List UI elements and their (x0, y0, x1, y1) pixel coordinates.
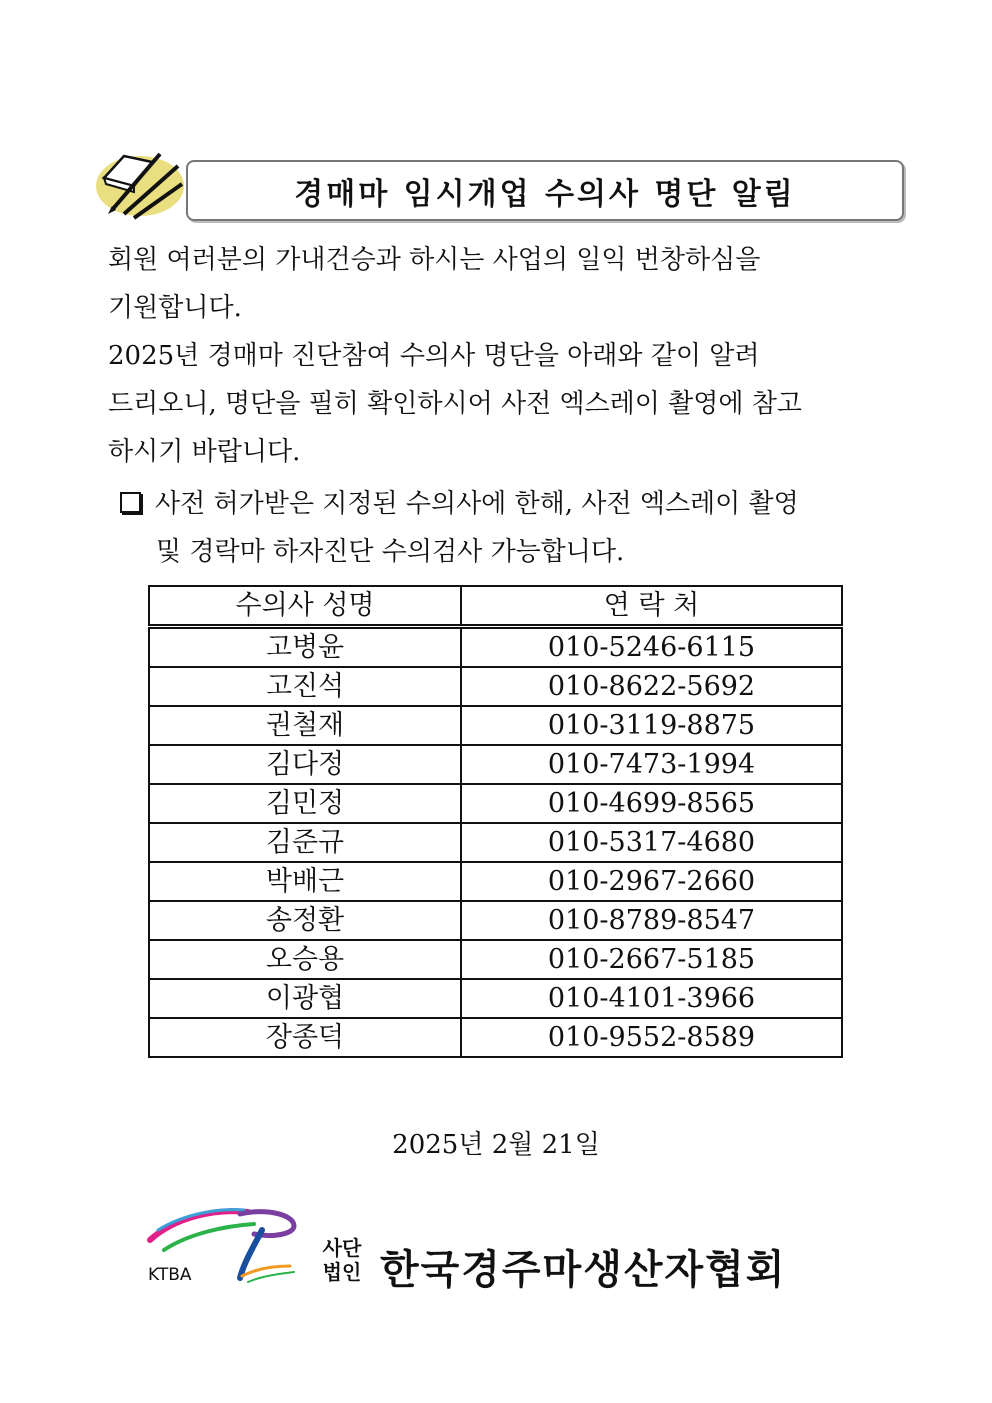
intro-line: 기원합니다. (108, 293, 242, 323)
vet-phone: 010-4699-8565 (461, 784, 842, 823)
table-row (149, 979, 842, 1018)
notice-line: 및 경락마 하자진단 수의검사 가능합니다. (156, 537, 625, 567)
table-header-row (149, 586, 842, 627)
corporation-type (318, 1236, 366, 1284)
intro-line: 하시기 바랍니다. (108, 437, 301, 467)
vet-name: 오승용 (149, 940, 461, 979)
vet-name: 이광협 (149, 979, 461, 1018)
table-row (149, 627, 842, 668)
vet-phone: 010-8789-8547 (461, 901, 842, 940)
document-date: 2025년 2월 21일 (392, 1130, 600, 1160)
vet-phone: 010-2667-5185 (461, 940, 842, 979)
notice-line: 사전 허가받은 지정된 수의사에 한해, 사전 엑스레이 촬영 (155, 489, 799, 519)
vet-name: 고진석 (149, 667, 461, 706)
checkbox-icon (120, 492, 141, 513)
intro-line: 드리오니, 명단을 필히 확인하시어 사전 엑스레이 촬영에 참고 (108, 389, 803, 419)
vet-name: 고병윤 (149, 627, 461, 668)
vet-phone: 010-3119-8875 (461, 706, 842, 745)
vet-name: 송정환 (149, 901, 461, 940)
vet-name: 권철재 (149, 706, 461, 745)
vet-name: 김다정 (149, 745, 461, 784)
vet-name: 김준규 (149, 823, 461, 862)
vet-name: 장종덕 (149, 1018, 461, 1057)
vet-phone: 010-5317-4680 (461, 823, 842, 862)
vet-phone: 010-7473-1994 (461, 745, 842, 784)
vet-name: 박배근 (149, 862, 461, 901)
table-row (149, 706, 842, 745)
table-row (149, 1018, 842, 1057)
vet-phone: 010-4101-3966 (461, 979, 842, 1018)
vet-phone: 010-5246-6115 (461, 627, 842, 668)
corporation-type-line: 법인 (322, 1260, 362, 1284)
header-contact: 연 락 처 (461, 586, 842, 627)
logo-text: KTBA (148, 1265, 192, 1285)
notice-item (120, 480, 900, 576)
table-row (149, 940, 842, 979)
title-banner (186, 160, 904, 221)
page-title: 경매마 임시개업 수의사 명단 알림 (294, 176, 796, 212)
table-row (149, 667, 842, 706)
table-row (149, 823, 842, 862)
table-row (149, 901, 842, 940)
header-name: 수의사 성명 (149, 586, 461, 627)
vet-name: 김민정 (149, 784, 461, 823)
table-row (149, 862, 842, 901)
intro-line: 2025년 경매마 진단참여 수의사 명단을 아래와 같이 알려 (108, 341, 760, 371)
vet-phone: 010-8622-5692 (461, 667, 842, 706)
corporation-type-line: 사단 (322, 1236, 362, 1260)
organization-name: 한국경주마생산자협회 (380, 1247, 787, 1293)
intro-paragraph (108, 236, 888, 476)
table-row (149, 784, 842, 823)
vet-phone: 010-9552-8589 (461, 1018, 842, 1057)
table-row (149, 745, 842, 784)
ktba-logo (144, 1200, 304, 1290)
veterinarian-table (148, 585, 843, 1058)
vet-phone: 010-2967-2660 (461, 862, 842, 901)
notebook-pen-icon (94, 148, 190, 220)
intro-line: 회원 여러분의 가내건승과 하시는 사업의 일익 번창하심을 (108, 245, 761, 275)
